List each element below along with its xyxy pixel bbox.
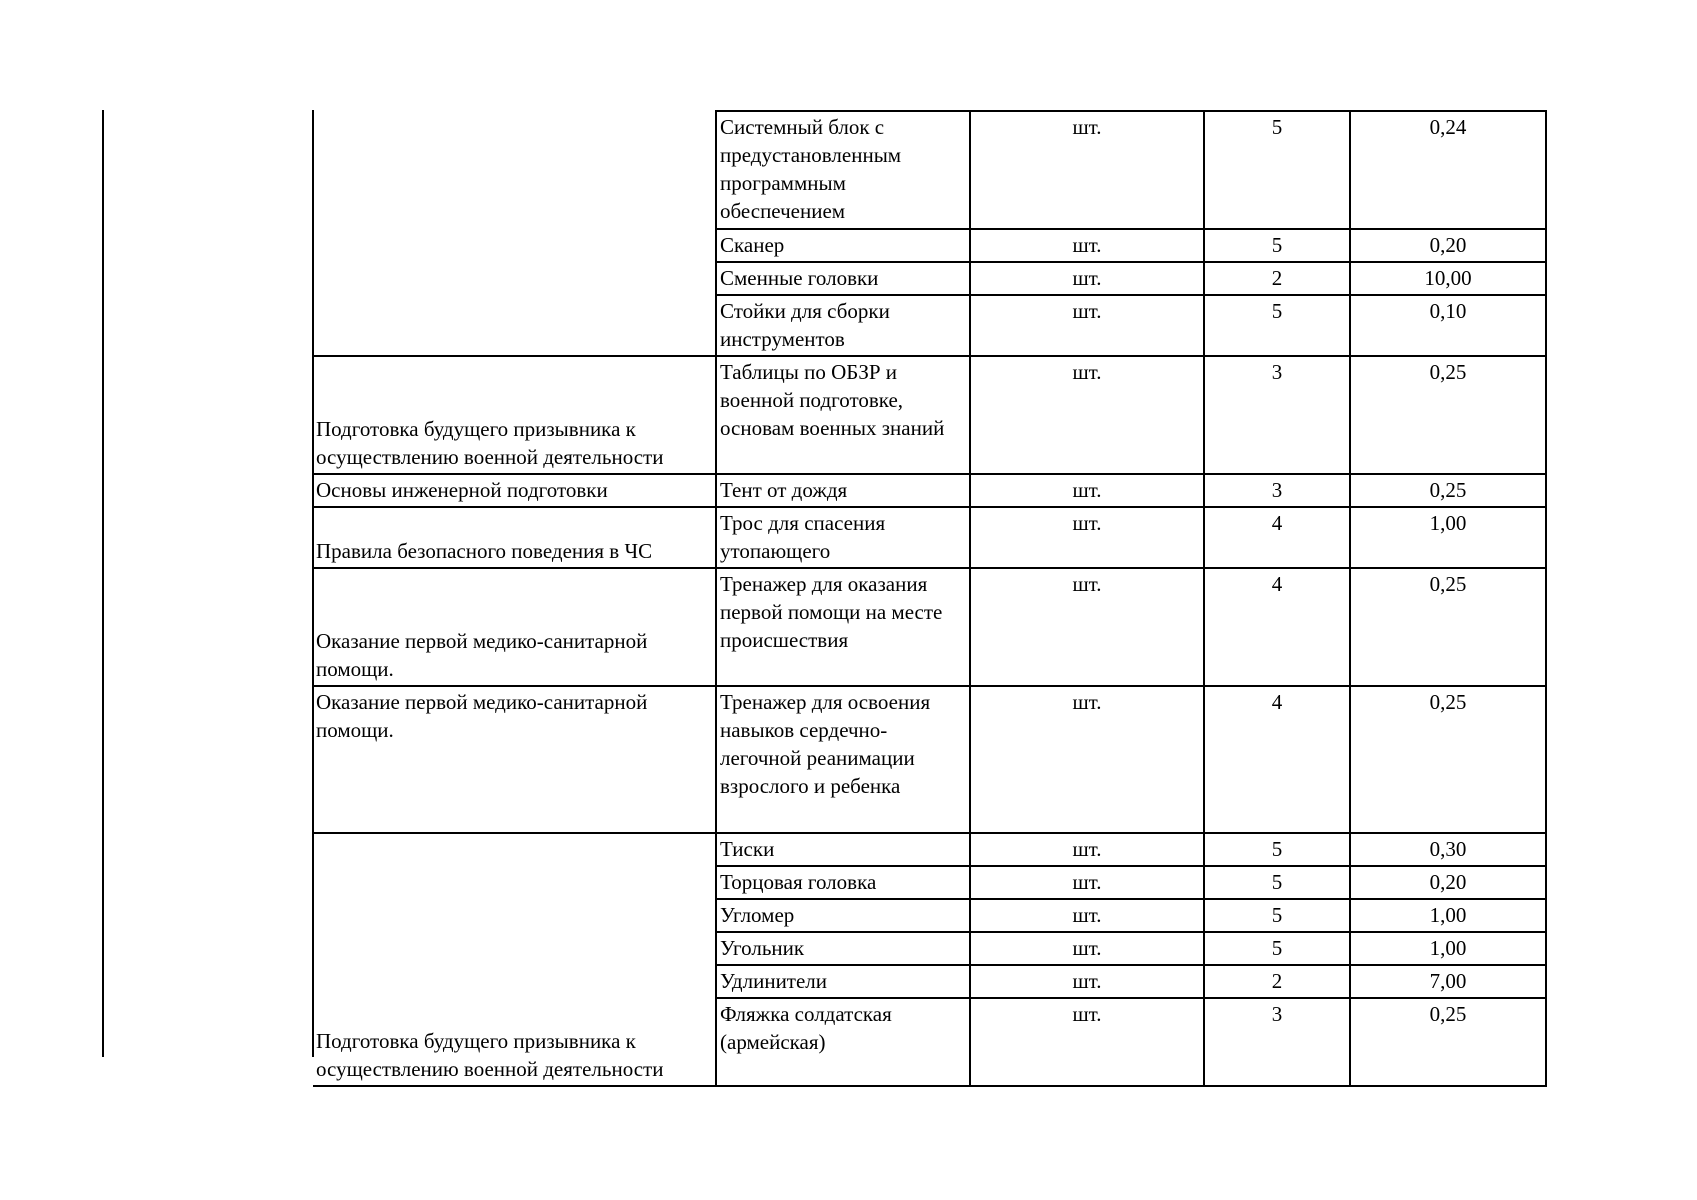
value-cell: 7,00 xyxy=(1350,965,1546,998)
unit-cell: шт. xyxy=(970,295,1204,356)
page-left-rule xyxy=(102,110,104,1057)
value-cell: 0,25 xyxy=(1350,568,1546,686)
unit-cell: шт. xyxy=(970,932,1204,965)
value-cell: 0,25 xyxy=(1350,474,1546,507)
qty-cell: 5 xyxy=(1204,932,1350,965)
item-cell: Стойки для сборки инструментов xyxy=(716,295,970,356)
item-cell: Тиски xyxy=(716,833,970,866)
qty-cell: 5 xyxy=(1204,899,1350,932)
table-row xyxy=(313,111,1546,229)
qty-cell: 4 xyxy=(1204,568,1350,686)
qty-cell: 5 xyxy=(1204,833,1350,866)
item-cell: Угломер xyxy=(716,899,970,932)
qty-cell: 5 xyxy=(1204,295,1350,356)
item-cell: Тренажер для оказания первой помощи на месте происшествия xyxy=(716,568,970,686)
value-cell: 1,00 xyxy=(1350,932,1546,965)
qty-cell: 5 xyxy=(1204,866,1350,899)
table-row xyxy=(313,833,1546,866)
item-cell: Таблицы по ОБЗР и военной подготовке, основам военных знаний xyxy=(716,356,970,474)
section-cell xyxy=(313,111,716,356)
unit-cell: шт. xyxy=(970,833,1204,866)
qty-cell: 3 xyxy=(1204,474,1350,507)
item-cell: Трос для спасения утопающего xyxy=(716,507,970,568)
value-cell: 1,00 xyxy=(1350,899,1546,932)
table-row xyxy=(313,474,1546,507)
item-cell: Торцовая головка xyxy=(716,866,970,899)
value-cell: 0,25 xyxy=(1350,356,1546,474)
table-row xyxy=(313,568,1546,686)
value-cell: 1,00 xyxy=(1350,507,1546,568)
section-cell: Подготовка будущего призывника к осуществлению военной деятельности xyxy=(313,356,716,474)
value-cell: 0,24 xyxy=(1350,111,1546,229)
section-cell: Правила безопасного поведения в ЧС xyxy=(313,507,716,568)
item-cell: Удлинители xyxy=(716,965,970,998)
item-cell: Угольник xyxy=(716,932,970,965)
unit-cell: шт. xyxy=(970,998,1204,1086)
table-row xyxy=(313,686,1546,833)
unit-cell: шт. xyxy=(970,111,1204,229)
item-cell: Системный блок с предустановленным программным обеспечением xyxy=(716,111,970,229)
qty-cell: 5 xyxy=(1204,111,1350,229)
qty-cell: 2 xyxy=(1204,965,1350,998)
value-cell: 0,25 xyxy=(1350,686,1546,833)
section-cell: Оказание первой медико-санитарной помощи. xyxy=(313,568,716,686)
section-cell: Оказание первой медико-санитарной помощи. xyxy=(313,686,716,833)
qty-cell: 2 xyxy=(1204,262,1350,295)
qty-cell: 5 xyxy=(1204,229,1350,262)
section-cell: Подготовка будущего призывника к осуществлению военной деятельности xyxy=(313,833,716,1086)
unit-cell: шт. xyxy=(970,866,1204,899)
item-cell: Тент от дождя xyxy=(716,474,970,507)
value-cell: 0,25 xyxy=(1350,998,1546,1086)
value-cell: 0,20 xyxy=(1350,866,1546,899)
unit-cell: шт. xyxy=(970,507,1204,568)
table-row xyxy=(313,507,1546,568)
value-cell: 0,10 xyxy=(1350,295,1546,356)
qty-cell: 4 xyxy=(1204,507,1350,568)
unit-cell: шт. xyxy=(970,568,1204,686)
equipment-table xyxy=(313,110,1547,1087)
qty-cell: 3 xyxy=(1204,356,1350,474)
item-cell: Сканер xyxy=(716,229,970,262)
unit-cell: шт. xyxy=(970,899,1204,932)
section-cell: Основы инженерной подготовки xyxy=(313,474,716,507)
unit-cell: шт. xyxy=(970,686,1204,833)
value-cell: 0,30 xyxy=(1350,833,1546,866)
value-cell: 0,20 xyxy=(1350,229,1546,262)
qty-cell: 3 xyxy=(1204,998,1350,1086)
item-cell: Фляжка солдатская (армейская) xyxy=(716,998,970,1086)
item-cell: Тренажер для освоения навыков сердечно-легочной реанимации взрослого и ребенка xyxy=(716,686,970,833)
item-cell: Сменные головки xyxy=(716,262,970,295)
table-row xyxy=(313,356,1546,474)
qty-cell: 4 xyxy=(1204,686,1350,833)
value-cell: 10,00 xyxy=(1350,262,1546,295)
unit-cell: шт. xyxy=(970,965,1204,998)
unit-cell: шт. xyxy=(970,262,1204,295)
unit-cell: шт. xyxy=(970,229,1204,262)
unit-cell: шт. xyxy=(970,474,1204,507)
unit-cell: шт. xyxy=(970,356,1204,474)
